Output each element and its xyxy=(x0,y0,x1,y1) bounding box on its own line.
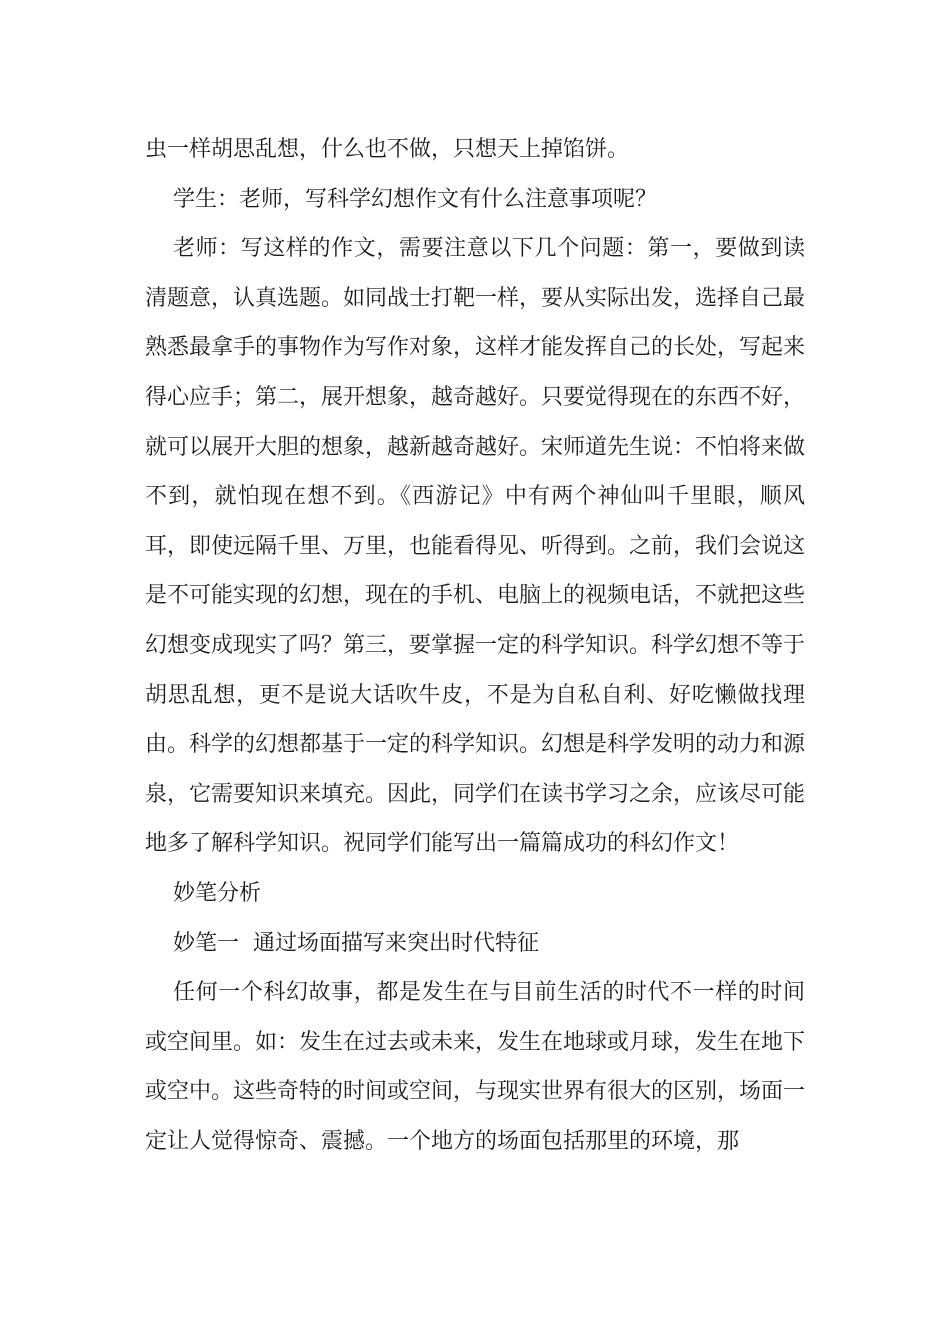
subheading-point-one: 妙笔一 通过场面描写来突出时代特征 xyxy=(173,930,539,956)
paragraph-teacher-answer: 老师：写这样的作文，需要注意以下几个问题：第一，要做到读清题意，认真选题。如同战士打靶一样，要从实际出发，选择自己最熟悉最拿手的事物作为写作对象，这样才能发挥自己的长处，写起来得心应手；第二，展开想象，越奇越好。只要觉得现在的东西不好，就可以展开大胆的想象，越新越奇越好。宋师道先生说：不怕将来做不到，就怕现在想不到。《西游记》中有两个神仙叫千里眼，顺风耳，即使远隔千里、万里，也能看得见、听得到。之前，我们会说这是不可能实现的幻想，现在的手机、电脑上的视频电话，不就把这些幻想变成现实了吗？第三，要掌握一定的科学知识。科学幻想不等于胡思乱想，更不是说大话吹牛皮，不是为自私自利、好吃懒做找理由。科学的幻想都基于一定的科学知识。幻想是科学发明的动力和源泉，它需要知识来填充。因此，同学们在读书学习之余，应该尽可能地多了解科学知识。祝同学们能写出一篇篇成功的科幻作文！ xyxy=(145,236,806,857)
paragraph-student-question: 学生：老师，写科学幻想作文有什么注意事项呢？ xyxy=(173,186,658,212)
paragraph-continuation: 虫一样胡思乱想，什么也不做，只想天上掉馅饼。 xyxy=(145,137,630,162)
paragraph-scene-description: 任何一个科幻故事，都是发生在与目前生活的时代不一样的时间或空间里。如：发生在过去或未来，发生在地球或月球，发生在地下或空中。这些奇特的时间或空间，与现实世界有很大的区别，场面一定让人觉得惊奇、震撼。一个地方的场面包括那里的环境，那 xyxy=(145,980,806,1154)
section-heading-analysis: 妙笔分析 xyxy=(173,880,262,906)
document-page xyxy=(145,125,805,1166)
